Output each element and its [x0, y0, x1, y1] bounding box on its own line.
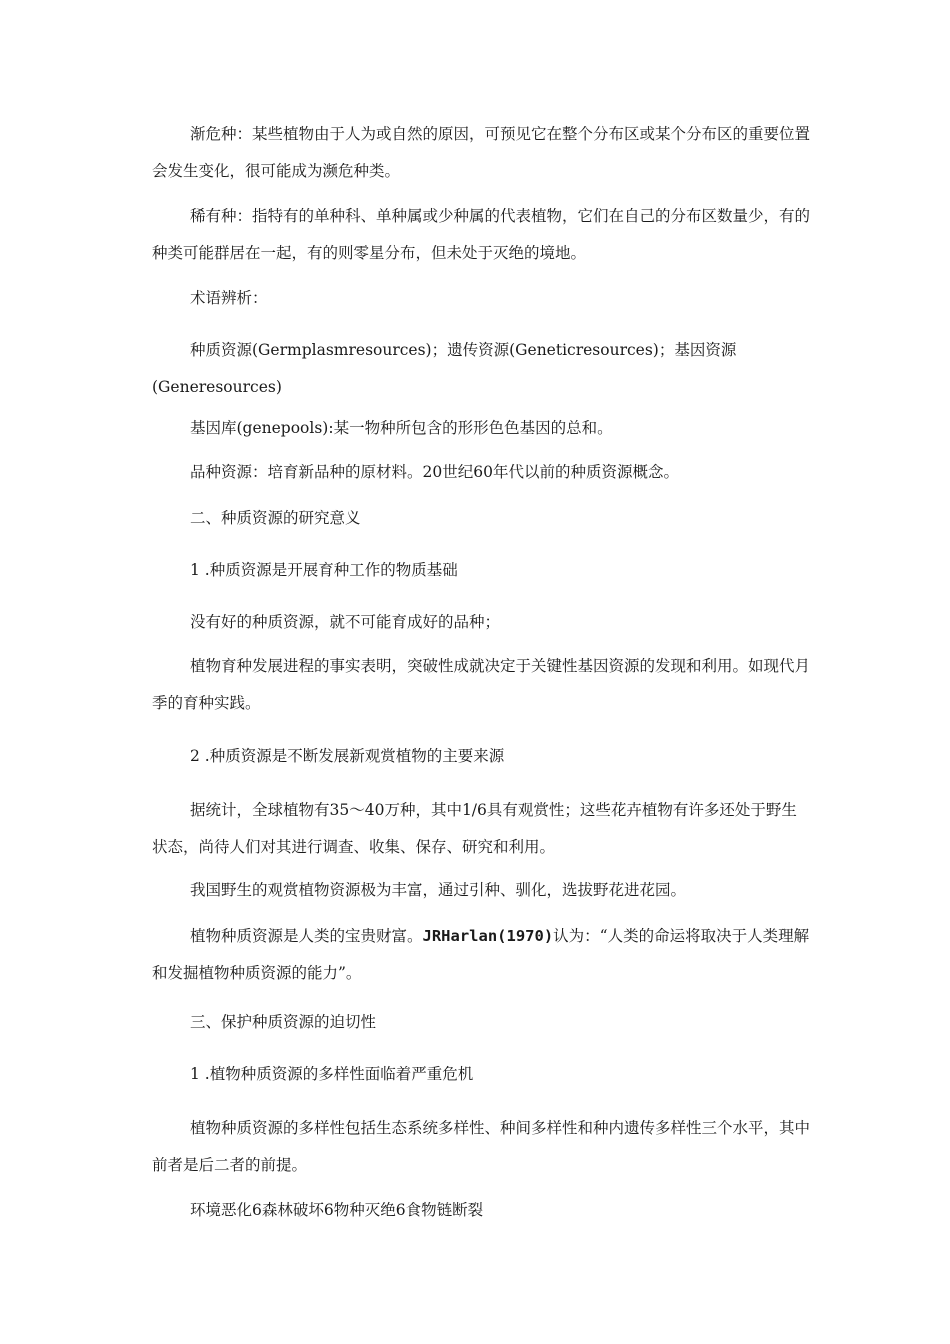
harlan-lead: 植物种质资源是人类的宝贵财富。 [190, 927, 423, 945]
paragraph-wild-resources: 我国野生的观赏植物资源极为丰富，通过引种、驯化，选拔野花进花园。 [190, 881, 687, 899]
paragraph-no-good-resources: 没有好的种质资源，就不可能育成好的品种； [190, 613, 501, 631]
heading-material-basis: 1 .种质资源是开展育种工作的物质基础 [190, 561, 458, 579]
harlan-citation: JRHarlan(1970) [422, 927, 554, 945]
paragraph-germplasm-terms: 种质资源(Germplasmresources)；遗传资源(Geneticresources)；基因资源(Generesources) [152, 341, 737, 396]
heading-diversity-crisis: 1 .植物种质资源的多样性面临着严重危机 [190, 1065, 474, 1083]
paragraph-breeding-progress: 植物育种发展进程的事实表明，突破性成就决定于关键性基因资源的发现和利用。如现代月季的育种实践。 [152, 657, 811, 712]
heading-urgency: 三、保护种质资源的迫切性 [190, 1013, 377, 1031]
paragraph-variety-resources: 品种资源：培育新品种的原材料。20世纪60年代以前的种质资源概念。 [190, 463, 679, 481]
heading-main-source: 2 .种质资源是不断发展新观赏植物的主要来源 [190, 747, 505, 765]
paragraph-environment-chain: 环境恶化6森林破坏6物种灭绝6食物链断裂 [190, 1201, 484, 1219]
paragraph-endangered-species: 渐危种：某些植物由于人为或自然的原因，可预见它在整个分布区或某个分布区的重要位置会发生变化，很可能成为濒危种类。 [152, 125, 811, 180]
paragraph-harlan-quote [152, 918, 812, 992]
paragraph-term-analysis: 术语辨析： [190, 289, 268, 307]
paragraph-statistics: 据统计，全球植物有35〜40万种，其中1/6具有观赏性；这些花卉植物有许多还处于野生状态，尚待人们对其进行调查、收集、保存、研究和利用。 [152, 801, 797, 856]
heading-research-significance: 二、种质资源的研究意义 [190, 509, 361, 527]
paragraph-diversity-levels: 植物种质资源的多样性包括生态系统多样性、种间多样性和种内遗传多样性三个水平，其中前者是后二者的前提。 [152, 1119, 811, 1174]
paragraph-gene-pool: 基因库(genepools):某一物种所包含的形形色色基因的总和。 [190, 419, 613, 437]
paragraph-rare-species: 稀有种：指特有的单种科、单种属或少种属的代表植物，它们在自己的分布区数量少，有的种类可能群居在一起，有的则零星分布，但未处于灭绝的境地。 [152, 207, 811, 262]
harlan-quote-text: 认为：“人类的命运将取决于人类理解和发掘植物种质资源的能力”。 [152, 927, 810, 982]
